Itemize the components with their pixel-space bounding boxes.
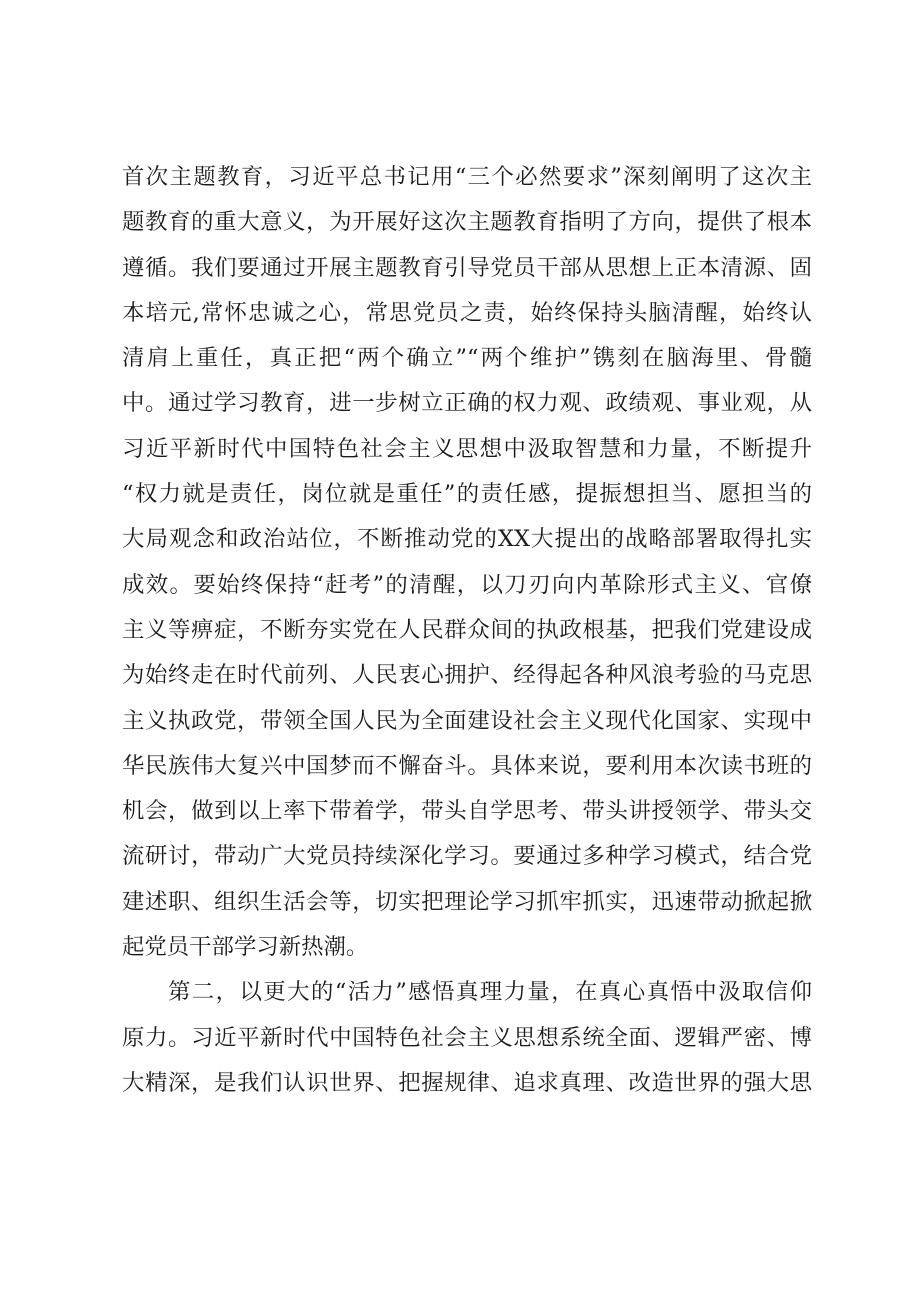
text-line: 本培元,常怀忠诚之心，常思党员之责，始终保持头脑清醒，始终认 [122, 299, 812, 326]
text-line: 遵循。我们要通过开展主题教育引导党员干部从思想上正本清源、固 [122, 254, 812, 281]
text-line: 清肩上重任，真正把“两个确立”“两个维护”镌刻在脑海里、骨髓 [122, 345, 812, 372]
text-line: 为始终走在时代前列、人民衷心拥护、经得起各种风浪考验的马克思 [122, 662, 812, 689]
text-line: 大精深，是我们认识世界、把握规律、追求真理、改造世界的强大思 [122, 1069, 812, 1096]
text-line: 机会，做到以上率下带着学，带头自学思考、带头讲授领学、带头交 [122, 798, 812, 825]
text-line: 流研讨，带动广大党员持续深化学习。要通过多种学习模式，结合党 [122, 843, 812, 870]
text-line: 主义等痹症，不断夯实党在人民群众间的执政根基，把我们党建设成 [122, 616, 812, 643]
paragraph-1 [122, 155, 812, 970]
text-line: 大局观念和政治站位，不断推动党的XX大提出的战略部署取得扎实 [122, 526, 812, 553]
body-text [122, 155, 812, 1106]
text-line: 原力。习近平新时代中国特色社会主义思想系统全面、逻辑严密、博 [122, 1024, 812, 1051]
text-line: 第二，以更大的“活力”感悟真理力量，在真心真悟中汲取信仰 [168, 979, 812, 1006]
text-line: 习近平新时代中国特色社会主义思想中汲取智慧和力量，不断提升 [122, 435, 812, 462]
text-line: “权力就是责任，岗位就是重任”的责任感，提振想担当、愿担当的 [122, 481, 812, 508]
paragraph-2 [122, 970, 812, 1106]
text-line: 建述职、组织生活会等，切实把理论学习抓牢抓实，迅速带动掀起掀 [122, 888, 812, 915]
text-line: 成效。要始终保持“赶考”的清醒，以刀刃向内革除形式主义、官僚 [122, 571, 812, 598]
text-line: 中。通过学习教育，进一步树立正确的权力观、政绩观、事业观，从 [122, 390, 812, 417]
text-line: 主义执政党，带领全国人民为全面建设社会主义现代化国家、实现中 [122, 707, 812, 734]
text-line: 题教育的重大意义，为开展好这次主题教育指明了方向，提供了根本 [122, 209, 812, 236]
text-line: 起党员干部学习新热潮。 [122, 934, 369, 961]
text-line: 首次主题教育，习近平总书记用“三个必然要求”深刻阐明了这次主 [122, 164, 812, 190]
text-line: 华民族伟大复兴中国梦而不懈奋斗。具体来说，要利用本次读书班的 [122, 752, 812, 779]
